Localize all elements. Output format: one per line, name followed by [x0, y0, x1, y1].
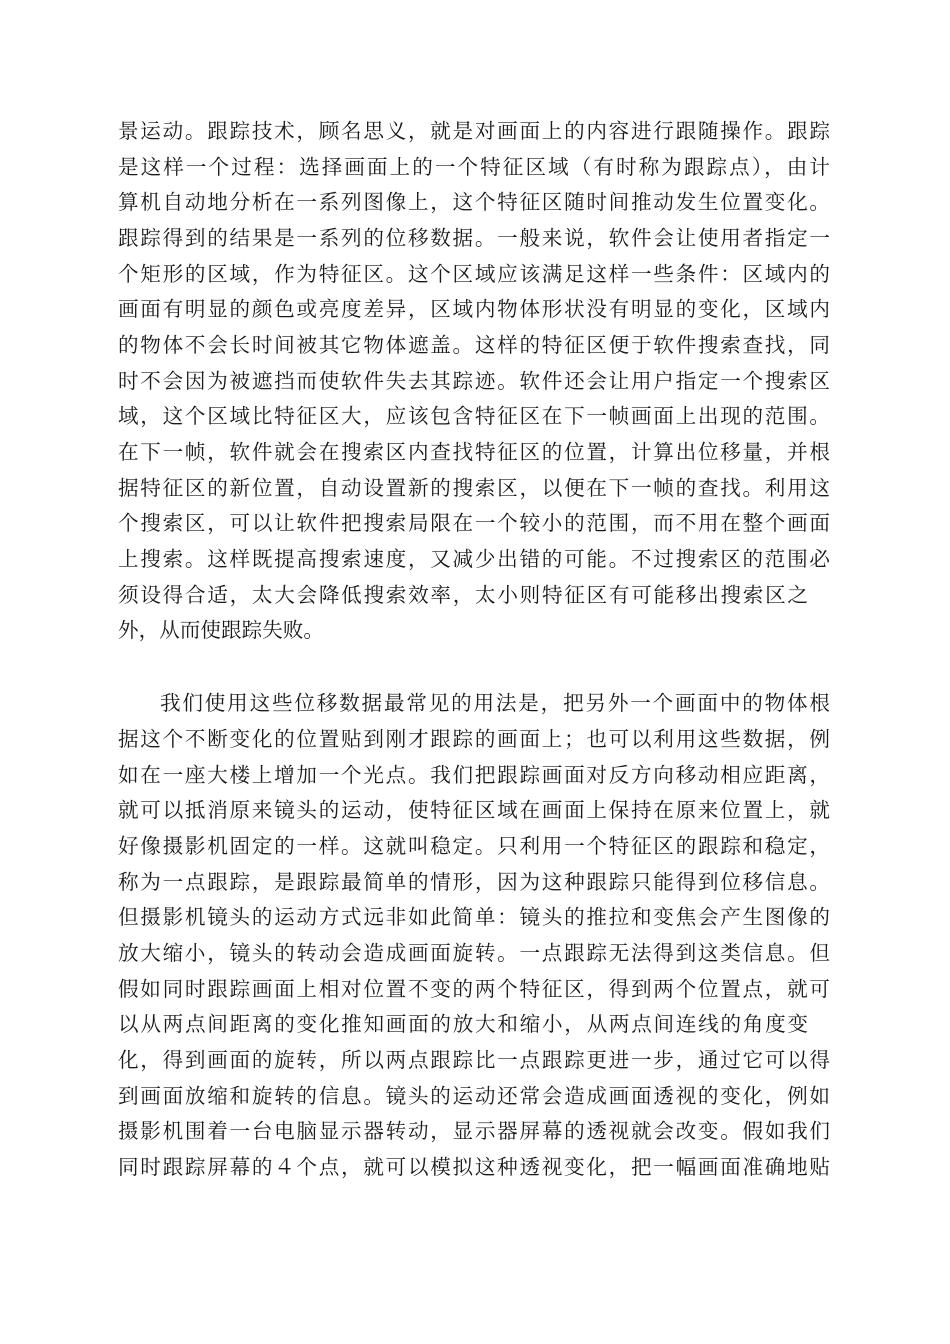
text-line: 个搜索区，可以让软件把搜索局限在一个较小的范围，而不用在整个画面: [118, 511, 830, 535]
text-line: 上搜索。这样既提高搜索速度，又减少出错的可能。不过搜索区的范围必: [118, 547, 830, 571]
text-line: 到画面放缩和旋转的信息。镜头的运动还常会造成画面透视的变化，例如: [118, 1084, 830, 1108]
text-line: 域，这个区域比特征区大，应该包含特征区在下一帧画面上出现的范围。: [118, 404, 830, 428]
text-line: 同时跟踪屏幕的４个点，就可以模拟这种透视变化，把一幅画面准确地贴: [118, 1155, 830, 1179]
text-line: 就可以抵消原来镜头的运动，使特征区域在画面上保持在原来位置上，就: [118, 798, 830, 822]
text-line: 的物体不会长时间被其它物体遮盖。这样的特征区便于软件搜索查找，同: [118, 333, 830, 357]
text-line: 我们使用这些位移数据最常见的用法是，把另外一个画面中的物体根: [160, 691, 830, 715]
text-line: 以从两点间距离的变化推知画面的放大和缩小，从两点间连线的角度变: [118, 1012, 808, 1036]
text-line: 摄影机围着一台电脑显示器转动，显示器屏幕的透视就会改变。假如我们: [118, 1119, 830, 1143]
text-line: 景运动。跟踪技术，顾名思义，就是对画面上的内容进行跟随操作。跟踪: [118, 119, 830, 143]
text-line: 好像摄影机固定的一样。这就叫稳定。只利用一个特征区的跟踪和稳定，: [118, 834, 830, 858]
text-line: 化，得到画面的旋转，所以两点跟踪比一点跟踪更进一步，通过它可以得: [118, 1048, 830, 1072]
text-line: 是这样一个过程：选择画面上的一个特征区域（有时称为跟踪点），由计: [118, 155, 830, 179]
text-line: 假如同时跟踪画面上相对位置不变的两个特征区，得到两个位置点，就可: [118, 977, 830, 1001]
text-line: 如在一座大楼上增加一个光点。我们把跟踪画面对反方向移动相应距离，: [118, 763, 830, 787]
text-line: 算机自动地分析在一系列图像上，这个特征区随时间推动发生位置变化。: [118, 190, 830, 214]
text-line: 跟踪得到的结果是一系列的位移数据。一般来说，软件会让使用者指定一: [118, 226, 830, 250]
text-line: 外，从而使跟踪失败。: [118, 618, 324, 642]
text-line: 称为一点跟踪，是跟踪最简单的情形，因为这种跟踪只能得到位移信息。: [118, 870, 830, 894]
text-line: 放大缩小，镜头的转动会造成画面旋转。一点跟踪无法得到这类信息。但: [118, 941, 830, 965]
text-line: 个矩形的区域，作为特征区。这个区域应该满足这样一些条件：区域内的: [118, 262, 830, 286]
text-line: 须设得合适，太大会降低搜索效率，太小则特征区有可能移出搜索区之: [118, 583, 808, 607]
text-line: 但摄影机镜头的运动方式远非如此简单：镜头的推拉和变焦会产生图像的: [118, 905, 830, 929]
text-line: 据这个不断变化的位置贴到刚才跟踪的画面上；也可以利用这些数据，例: [118, 727, 830, 751]
text-line: 时不会因为被遮挡而使软件失去其踪迹。软件还会让用户指定一个搜索区: [118, 369, 830, 393]
text-line: 在下一帧，软件就会在搜索区内查找特征区的位置，计算出位移量，并根: [118, 440, 830, 464]
text-line: 画面有明显的颜色或亮度差异，区域内物体形状没有明显的变化，区域内: [118, 297, 830, 321]
text-line: 据特征区的新位置，自动设置新的搜索区，以便在下一帧的查找。利用这: [118, 476, 830, 500]
